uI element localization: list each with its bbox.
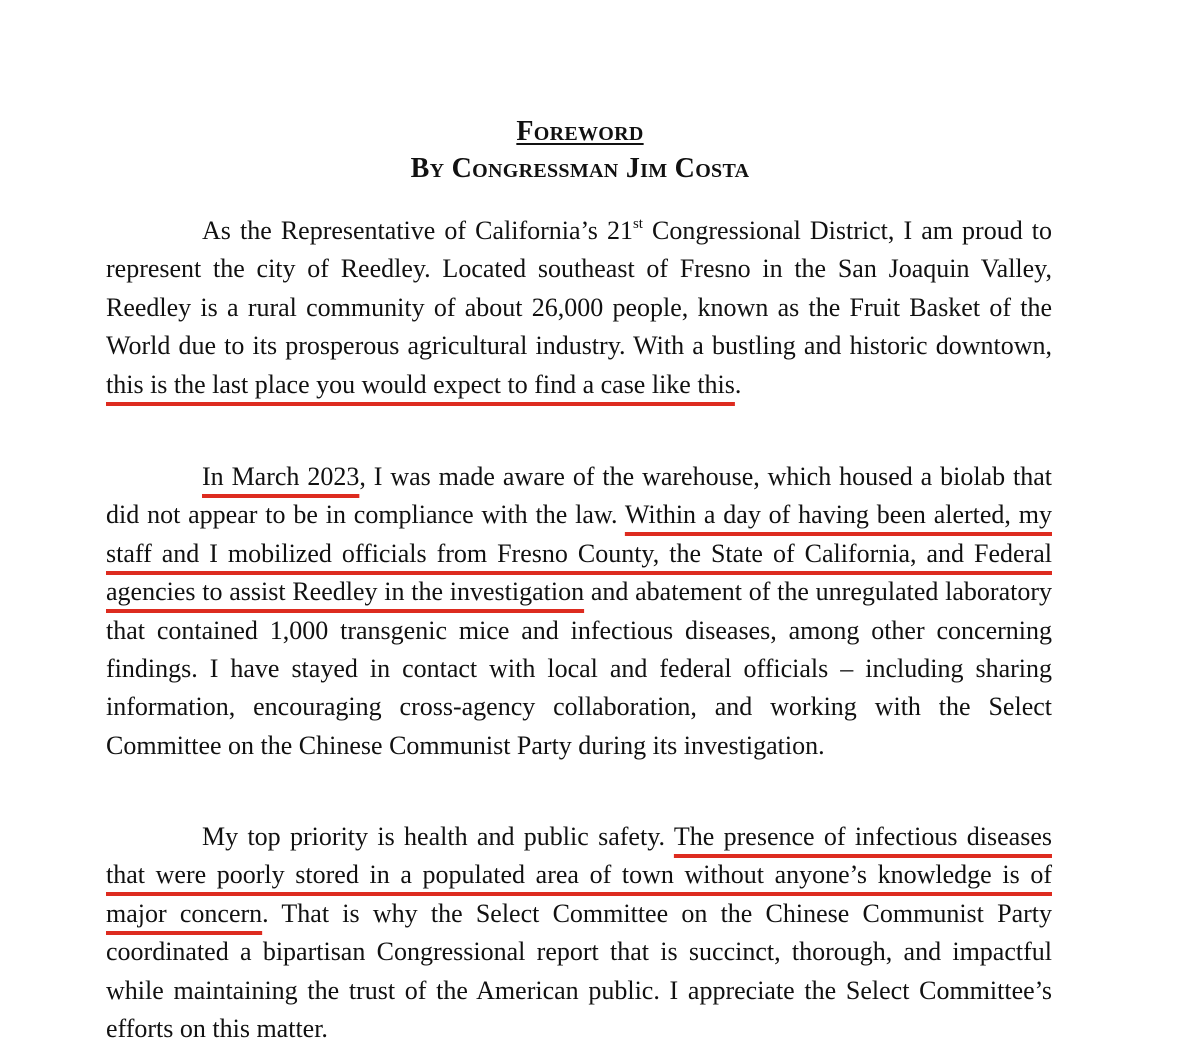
highlight-underline-1: this is the last place you would expect to find a case like this [106, 369, 735, 399]
paragraph-1-text-start: As the Representative of California’s 21 [202, 216, 633, 245]
page-title [0, 116, 1160, 148]
highlight-underline-4: The presence of infectious diseases that were poorly stored in a populated area of town without anyone’s knowledge is of major concern [106, 822, 1052, 928]
paragraph-1 [106, 212, 1052, 404]
highlight-underline-2: In March 2023 [202, 462, 360, 491]
paragraph-1-text-middle: Congressional District, I am proud to represent the city of Reedley. Located southeast of Fresno in the San Joaquin Valley, Reedley is a rural community of about 26,000 people, known as the Fruit Basket of the World due to its prosperous agricultural industry. With a bustling and historic downtown, [106, 216, 1052, 361]
paragraph-3-text-end: . That is why the Select Committee on the Chinese Communist Party coordinated a bipartisan Congressional report that is succinct, thorough, and impactful while maintaining the trust of the American public. I appreciate the Select Committee’s efforts on this matter. [106, 898, 1052, 1044]
byline: By Congressman Jim Costa [410, 153, 750, 184]
paragraph-2-text-end: and abatement of the unregulated laboratory that contained 1,000 transgenic mice and infectious diseases, among other concerning findings. I have stayed in contact with local and federal officials – including sharing information, encouraging cross-agency collaboration, and working with the Select Committee on the Chinese Communist Party during its investigation. [106, 577, 1052, 760]
paragraph-2 [106, 458, 1052, 765]
paragraph-1-text-end: . [734, 369, 742, 399]
paragraph-3 [106, 818, 1052, 1048]
paragraph-3-text-start: My top priority is health and public safety. [202, 822, 674, 851]
title-text: Foreword [516, 116, 644, 147]
ordinal-suffix: st [632, 216, 643, 232]
paragraph-2-text-start: , I was made aware of the warehouse, which housed a biolab that did not appear to be in compliance with the law. [106, 462, 1053, 530]
highlight-underline-3: Within a day of having been alerted, my staff and I mobilized officials from Fresno County, the State of California, and Federal agencies to assist Reedley in the investigation [106, 500, 1052, 607]
